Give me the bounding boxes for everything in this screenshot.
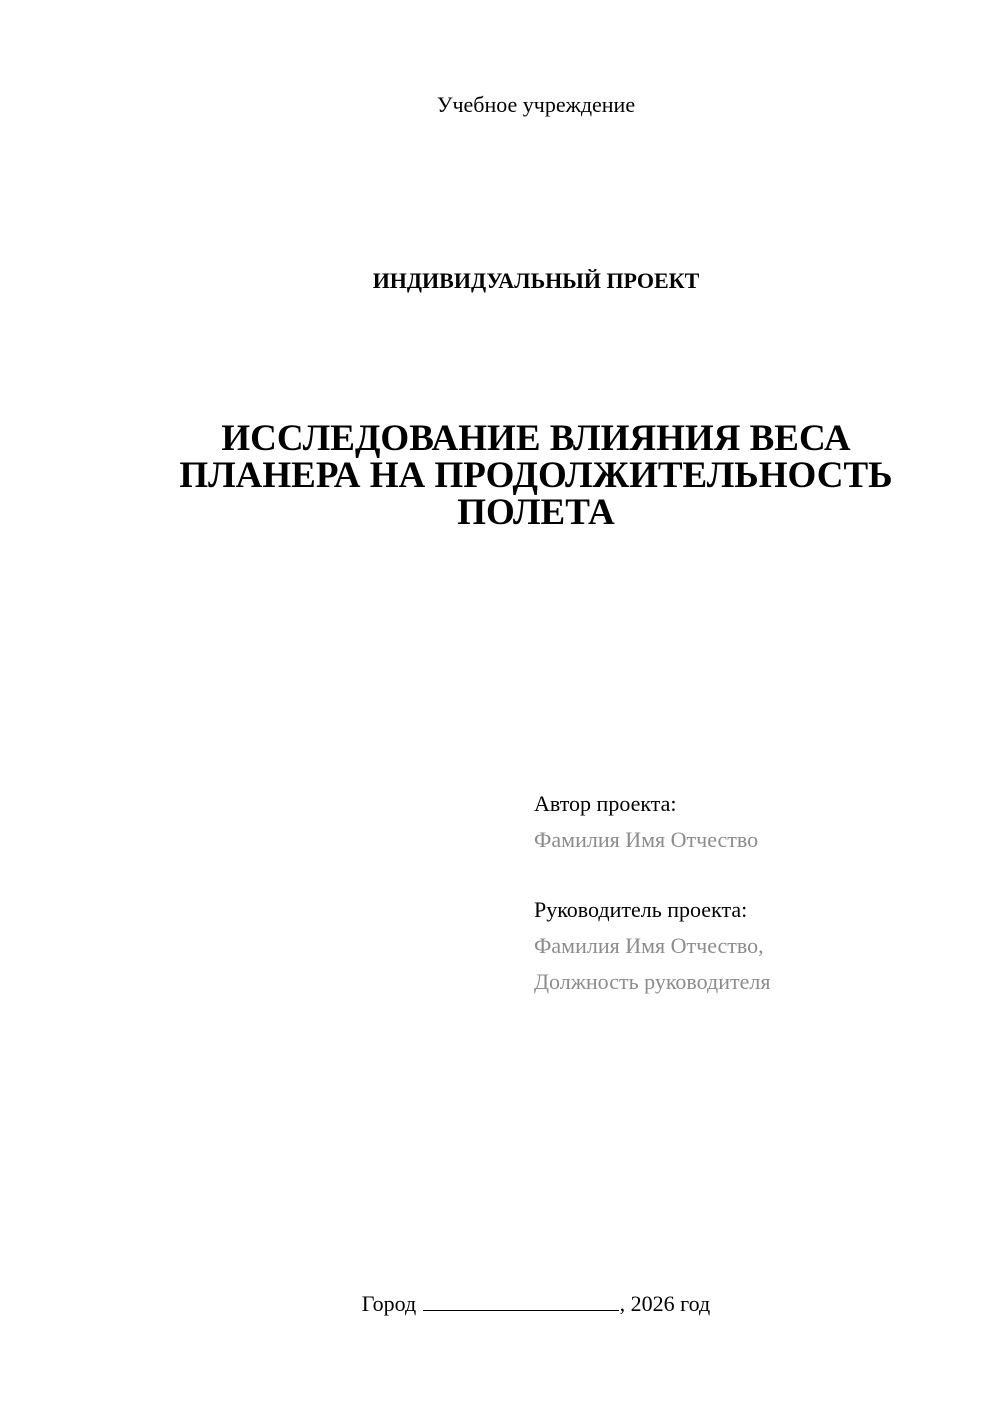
city-label: Город	[361, 1291, 417, 1316]
author-label: Автор проекта:	[534, 791, 677, 816]
project-title	[150, 420, 922, 531]
project-title-line-3: ПОЛЕТА	[457, 492, 615, 533]
document-type: ИНДИВИДУАЛЬНЫЙ ПРОЕКТ	[372, 268, 700, 293]
supervisor-position: Должность руководителя	[534, 969, 771, 994]
project-title-line-1: ИССЛЕДОВАНИЕ ВЛИЯНИЯ ВЕСА	[221, 418, 851, 459]
city-year-line	[0, 1290, 1000, 1318]
author-block	[534, 786, 758, 858]
supervisor-name: Фамилия Имя Отчество,	[534, 933, 764, 958]
supervisor-block	[534, 892, 770, 1000]
city-blank-underline	[423, 1290, 619, 1311]
supervisor-label: Руководитель проекта:	[534, 897, 748, 922]
author-name: Фамилия Имя Отчество	[534, 827, 759, 852]
institution-name: Учебное учреждение	[436, 92, 636, 117]
year-text: , 2026 год	[619, 1291, 711, 1316]
project-title-line-2: ПЛАНЕРА НА ПРОДОЛЖИТЕЛЬНОСТЬ	[179, 455, 893, 496]
